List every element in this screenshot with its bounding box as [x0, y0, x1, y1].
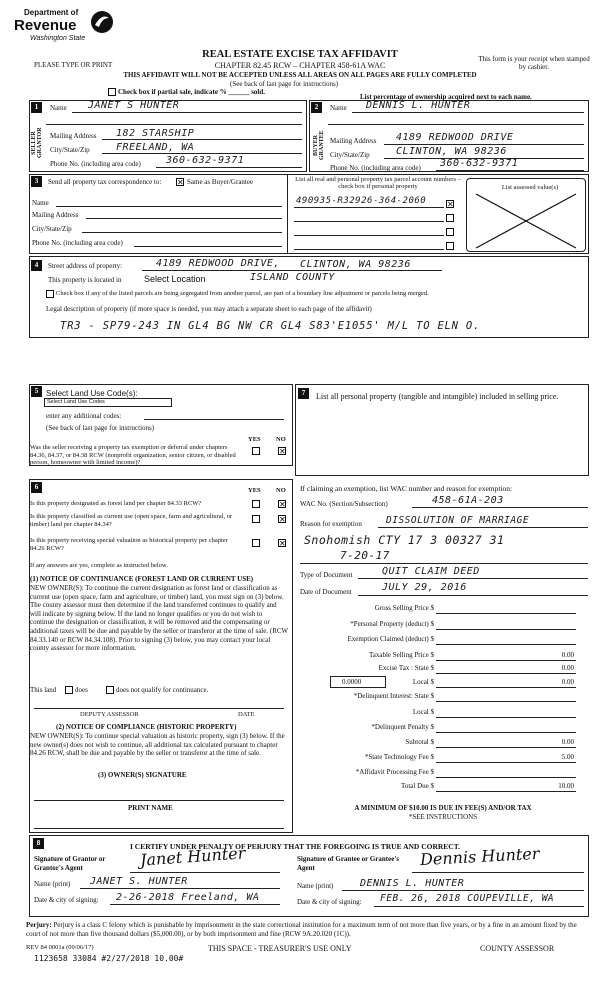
seller-city-field[interactable]: FREELAND, WA: [116, 142, 195, 153]
section-4-number: 4: [31, 260, 42, 271]
deputy-assessor-label: DEPUTY ASSESSOR: [80, 711, 139, 718]
grantor-date-field[interactable]: 2-26-2018 Freeland, WA: [116, 892, 260, 903]
grantee-sig-label: Signature of Grantee or Grantee's Agent: [297, 855, 400, 872]
land-use-label: Select Land Use Code(s):: [46, 389, 138, 398]
reason-field-3[interactable]: 7-20-17: [340, 549, 390, 562]
s6-q1: Is this property designated as forest land per chapter 84.33 RCW?: [30, 500, 202, 507]
send-correspondence-label: Send all property tax correspondence to:: [48, 178, 162, 186]
same-as-buyer-label: Same as Buyer/Grantee: [187, 178, 254, 186]
see-back-header: (See back of last page for instructions): [230, 80, 339, 88]
tax-value-taxable: 0.00: [561, 651, 574, 659]
perjury-text: Perjury is a class C felony which is punishable by imprisonment in the state correctional institution for a maximum term of not more than five years, or by a fine in an amount fixed by the court of not more than five thousand dollars ($5,000.00), or by both imprisonment and fine (RCW 9A.20.020 (1C)).: [26, 921, 577, 938]
county-assessor-footer: COUNTY ASSESSOR: [480, 944, 555, 953]
tax-line-taxable: [436, 660, 576, 661]
doc-date-line: [358, 595, 588, 596]
grantor-date-label: Date & city of signing:: [34, 896, 99, 904]
ownership-note: List percentage of ownership acquired next to each name.: [360, 93, 532, 101]
doc-date-field[interactable]: JULY 29, 2016: [382, 582, 467, 593]
parcel-3-personal-checkbox[interactable]: [446, 228, 454, 236]
buyer-city-label: City/State/Zip: [330, 151, 370, 159]
doc-type-line: [358, 578, 588, 579]
grantor-signature[interactable]: Janet Hunter: [139, 843, 246, 870]
tax-label-gross: Gross Selling Price $: [374, 604, 434, 612]
grantor-sig-label: Signature of Grantor or Grantor's Agent: [34, 855, 106, 872]
tax-label-state: Excise Tax : State $: [378, 664, 434, 672]
seller-phone-field[interactable]: 360-632-9371: [166, 155, 245, 166]
partial-sale-checkbox[interactable]: [108, 88, 116, 96]
tax-label-interest-local: Local $: [412, 708, 434, 716]
corr-phone-line: [134, 246, 282, 247]
grantor-name-label: Name (print): [34, 880, 71, 888]
buyer-blank-line: [328, 124, 584, 125]
buyer-phone-line: [436, 170, 584, 171]
corr-city-label: City/State/Zip: [32, 225, 72, 233]
buyer-name-field[interactable]: DENNIS L. HUNTER: [366, 100, 471, 111]
grantor-name-field[interactable]: JANET S. HUNTER: [90, 876, 188, 887]
doc-type-label: Type of Document: [300, 571, 353, 579]
seller-phone-label: Phone No. (including area code): [50, 160, 141, 168]
minimum-note: A MINIMUM OF $10.00 IS DUE IN FEE(S) AND/OR TAX: [354, 804, 532, 812]
this-land-label: This land: [30, 686, 57, 694]
notice2-body: NEW OWNER(S): To continue special valuation as historic property, sign (3) below. If the new owner(s) does not wish to continue, all additional tax calculated pursuant to chapter 84.26 RCW, shall be due and payable by the seller or transferor at the time of sale.: [30, 732, 285, 758]
tax-label-penalty: *Delinquent Penalty $: [371, 723, 434, 731]
parcel-1-personal-checkbox[interactable]: ✕: [447, 200, 454, 209]
tax-line-processing-fee: [436, 777, 576, 778]
parcel-number-field[interactable]: 490935-R32926-364-2060: [296, 196, 427, 206]
buyer-mail-field[interactable]: 4189 REDWOOD DRIVE: [396, 132, 514, 143]
section-1-number: 1: [31, 102, 42, 113]
dor-logo: [8, 8, 118, 50]
tax-value-subtotal: 0.00: [561, 738, 574, 746]
street-line: [142, 270, 442, 271]
buyer-phone-label: Phone No. (including area code): [330, 164, 421, 172]
legal-description-field[interactable]: TR3 - SP79-243 IN GL4 BG NW CR GL4 S83'E1055' M/L TO ELN O.: [60, 320, 481, 332]
reason-label: Reason for exemption: [300, 520, 362, 528]
tax-line-local: [436, 687, 576, 688]
street-field[interactable]: 4189 REDWOOD DRIVE,: [156, 258, 280, 269]
additional-codes-label: enter any additional codes:: [46, 412, 122, 420]
grantor-sig-line: [130, 872, 280, 873]
seller-phone-line: [156, 167, 302, 168]
notice1-body: NEW OWNER(S): To continue the current designation as forest land or classification as current use (open space, farm and agriculture, or timber) land, you must sign on (3) below. The county assessor must then determine if the land transferred continues to qualify and will indicate by signing below. If the land no longer qualifies or you do not wish to continue the designation or classification, it will be removed and the compensating or additional taxes will be due and payable by the seller or transferor at the time of sale. (RCW 84.33.140 or RCW 84.34.108). Prior to signing (3) below, you may contact your local county assessor for more information.: [30, 584, 289, 653]
s6-yes-label: YES: [248, 487, 261, 494]
tax-label-total: Total Due $: [401, 782, 434, 790]
s6-if-yes: If any answers are yes, complete as instructed below.: [30, 562, 168, 569]
s5-yes-label: YES: [248, 436, 261, 443]
section-7-number: 7: [298, 388, 309, 399]
land-does-checkbox[interactable]: [65, 686, 73, 694]
tax-line-state: [436, 673, 576, 674]
tax-line-interest-local: [436, 717, 576, 718]
section-5-number: 5: [31, 386, 42, 397]
tax-line-penalty: [436, 732, 576, 733]
parcel-header: List all real and personal property tax parcel account numbers – check box if personal property: [295, 176, 461, 190]
section-6-number: 6: [31, 482, 42, 493]
s5-yes-checkbox[interactable]: [252, 447, 260, 455]
assessed-cross-out: [466, 190, 586, 252]
s6-no-label: NO: [276, 487, 286, 494]
print-name-line: [34, 828, 284, 829]
section-7-text: List all personal property (tangible and intangible) included in selling price.: [316, 392, 559, 401]
tax-label-local: Local $: [412, 678, 434, 686]
local-rate-value: 0.0000: [342, 678, 362, 686]
dept-line2: Revenue: [14, 17, 77, 34]
corr-mail-line: [86, 218, 282, 219]
perjury-block: [26, 921, 590, 938]
notice2-title: (2) NOTICE OF COMPLIANCE (HISTORIC PROPERTY): [56, 723, 237, 731]
dor-logo-icon: [90, 10, 114, 34]
dept-line1: Department of: [24, 8, 79, 17]
reason-field-2[interactable]: Snohomish CTY 17 3 00327 31: [304, 533, 505, 547]
receipt-note: This form is your receipt when stamped by cashier.: [478, 55, 590, 71]
section-3-number: 3: [31, 176, 42, 187]
grantee-signature[interactable]: Dennis Hunter: [419, 843, 540, 870]
street-city-field[interactable]: CLINTON, WA 98236: [300, 259, 411, 270]
county-field[interactable]: ISLAND COUNTY: [250, 272, 335, 283]
s6-q3-yes-checkbox[interactable]: [252, 539, 260, 547]
tax-line-exemption: [436, 644, 576, 645]
corr-city-line: [82, 232, 282, 233]
perjury-label: Perjury:: [26, 921, 52, 929]
grantor-name-line: [80, 888, 280, 889]
street-label: Street address of property:: [48, 262, 123, 270]
buyer-name-label: Name: [330, 104, 347, 112]
tax-value-total: 10.00: [558, 782, 574, 790]
land-use-see-back: (See back of last page for instructions): [46, 424, 155, 432]
parcel-2-personal-checkbox[interactable]: [446, 214, 454, 222]
doc-type-field[interactable]: QUIT CLAIM DEED: [382, 566, 480, 577]
assessed-header: List assessed value(s): [501, 184, 559, 191]
exemption-claim-text: If claiming an exemption, list WAC number and reason for exemption:: [300, 484, 513, 493]
seller-mail-label: Mailing Address: [50, 132, 97, 140]
s6-q3-no-checkbox[interactable]: ✕: [279, 539, 286, 548]
owner-signature-label: (3) OWNER(S) SIGNATURE: [98, 771, 187, 779]
seller-city-line: [102, 153, 302, 154]
buyer-city-field[interactable]: CLINTON, WA 98236: [396, 146, 507, 157]
grantee-date-field[interactable]: FEB. 26, 2018 COUPEVILLE, WA: [380, 893, 555, 904]
select-location-dropdown[interactable]: Select Location: [144, 274, 206, 284]
grantee-sig-line: [412, 872, 584, 873]
tax-value-state: 0.00: [561, 664, 574, 672]
tax-line-gross: [436, 613, 576, 614]
buyer-side-label: BUYER GRANTEE: [313, 130, 325, 160]
see-instructions: *SEE INSTRUCTIONS: [408, 813, 478, 821]
dept-line3: Washington State: [30, 35, 86, 42]
wac-field[interactable]: 458-61A-203: [432, 495, 504, 506]
parcel-line-1: [294, 207, 444, 208]
form-title: REAL ESTATE EXCISE TAX AFFIDAVIT: [202, 49, 398, 60]
buyer-phone-field[interactable]: 360-632-9371: [440, 158, 519, 169]
tax-value-local: 0.00: [561, 678, 574, 686]
parcel-line-3: [294, 235, 444, 236]
doc-date-label: Date of Document: [300, 588, 352, 596]
tax-line-total: [436, 791, 576, 792]
deputy-line: [34, 708, 284, 709]
tax-label-interest-state: *Delinquent Interest: State $: [353, 692, 434, 700]
s6-q3: Is this property receiving special valuation as historical property per chapter 84.26 RCW?: [30, 537, 228, 552]
s5-no-label: NO: [276, 436, 286, 443]
buyer-name-line: [352, 112, 584, 113]
tax-label-exemption: Exemption Claimed (deduct) $: [347, 635, 434, 643]
land-use-value: Select Land Use Codes: [47, 399, 105, 405]
tax-value-tech-fee: 5.00: [561, 753, 574, 761]
owner-sig-line: [34, 800, 284, 801]
seller-mail-field[interactable]: 182 STARSHIP: [116, 128, 195, 139]
s5-question: Was the seller receiving a property tax exemption or deferral under chapters 84.36, 84.37, or 84.38 RCW (nonprofit organization, senior citizen, or disabled person, homeowner with limited income)?: [30, 444, 236, 466]
seller-side-label: SELLER GRANTOR: [31, 127, 43, 159]
tax-line-subtotal: [436, 747, 576, 748]
s6-q1-no-checkbox[interactable]: ✕: [279, 500, 286, 509]
s6-q1-yes-checkbox[interactable]: [252, 500, 260, 508]
located-in-label: This property is located in: [48, 276, 122, 284]
treasurer-space: THIS SPACE - TREASURER'S USE ONLY: [208, 944, 352, 953]
buyer-mail-label: Mailing Address: [330, 137, 377, 145]
land-does-label: does: [75, 686, 88, 694]
tax-label-tech-fee: *State Technology Fee $: [364, 753, 434, 761]
certify-text: I CERTIFY UNDER PENALTY OF PERJURY THAT THE FOREGOING IS TRUE AND CORRECT.: [130, 842, 461, 851]
parcel-line-2: [294, 221, 444, 222]
cashier-stamp: 1123658 33084 #2/27/2018 10.00#: [34, 954, 184, 963]
please-type: PLEASE TYPE OR PRINT: [34, 61, 113, 69]
rev-number: REV 84 0001a (09/06/17): [26, 944, 94, 951]
tax-line-tech-fee: [436, 762, 576, 763]
form-chapter: CHAPTER 82.45 RCW – CHAPTER 458-61A WAC: [214, 61, 386, 70]
tax-label-subtotal: Subtotal $: [405, 738, 434, 746]
reason-line: [378, 527, 588, 528]
grantee-date-label: Date & city of signing:: [297, 898, 362, 906]
grantee-name-label: Name (print): [297, 882, 334, 890]
same-as-buyer-checkbox[interactable]: ✕: [177, 178, 184, 187]
tax-line-personal: [436, 629, 576, 630]
legal-label: Legal description of property (if more space is needed, you may attach a separate sheet to each page of the affidavit): [46, 305, 372, 313]
tax-label-processing-fee: *Affidavit Processing Fee $: [355, 768, 434, 776]
wac-label: WAC No. (Section/Subsection): [300, 500, 388, 508]
wac-line: [412, 507, 588, 508]
deputy-date-label: DATE: [238, 711, 255, 718]
corr-name-line: [56, 206, 282, 207]
s6-q2: Is this property classified as current use (open space, farm and agricultural, or timber) land per chapter 84.34?: [30, 513, 233, 528]
section-6-box: [29, 479, 293, 833]
tax-table: [296, 604, 586, 794]
notice1-title: (1) NOTICE OF CONTINUANCE (FOREST LAND OR CURRENT USE): [30, 575, 254, 583]
section-2-number: 2: [311, 102, 322, 113]
land-does-not-label: does not qualify for continuance.: [116, 686, 209, 694]
seller-mail-line: [102, 139, 302, 140]
grantor-date-line: [110, 904, 280, 905]
s5-no-checkbox[interactable]: ✕: [279, 447, 286, 456]
parcel-divider: [287, 174, 288, 254]
s6-q2-yes-checkbox[interactable]: [252, 515, 260, 523]
seller-name-label: Name: [50, 104, 67, 112]
partial-sale-label: Check box if partial sale, indicate % ______ sold.: [118, 88, 266, 96]
reason-field-1[interactable]: DISSOLUTION OF MARRIAGE: [386, 515, 530, 526]
parcel-4-personal-checkbox[interactable]: [446, 242, 454, 250]
corr-phone-label: Phone No. (including area code): [32, 239, 123, 247]
section-8-number: 8: [33, 838, 44, 849]
tax-label-personal: *Personal Property (deduct) $: [350, 620, 434, 628]
additional-codes-line: [144, 419, 284, 420]
reason-line-2: [300, 563, 588, 564]
seller-name-field[interactable]: JANET S HUNTER: [88, 100, 180, 111]
grantee-date-line: [374, 906, 584, 907]
corr-name-label: Name: [32, 199, 49, 207]
segregated-checkbox[interactable]: [46, 290, 54, 298]
form-warning: THIS AFFIDAVIT WILL NOT BE ACCEPTED UNLESS ALL AREAS ON ALL PAGES ARE FULLY COMPLETED: [123, 71, 477, 79]
grantee-name-line: [342, 890, 584, 891]
segregated-label: Check box if any of the listed parcels are being segregated from another parcel, are part of a boundary line adjustment or parcels being merged.: [56, 290, 429, 297]
grantee-name-field[interactable]: DENNIS L. HUNTER: [360, 878, 465, 889]
corr-mail-label: Mailing Address: [32, 211, 79, 219]
s6-q2-no-checkbox[interactable]: ✕: [279, 515, 286, 524]
print-name-label: PRINT NAME: [128, 804, 173, 812]
tax-line-interest-state: [436, 701, 576, 702]
seller-blank-line: [46, 124, 302, 125]
seller-city-label: City/State/Zip: [50, 146, 90, 154]
seller-name-line: [72, 112, 302, 113]
buyer-mail-line: [384, 144, 584, 145]
land-does-not-checkbox[interactable]: [106, 686, 114, 694]
parcel-line-4: [294, 249, 444, 250]
tax-label-taxable: Taxable Selling Price $: [368, 651, 434, 659]
